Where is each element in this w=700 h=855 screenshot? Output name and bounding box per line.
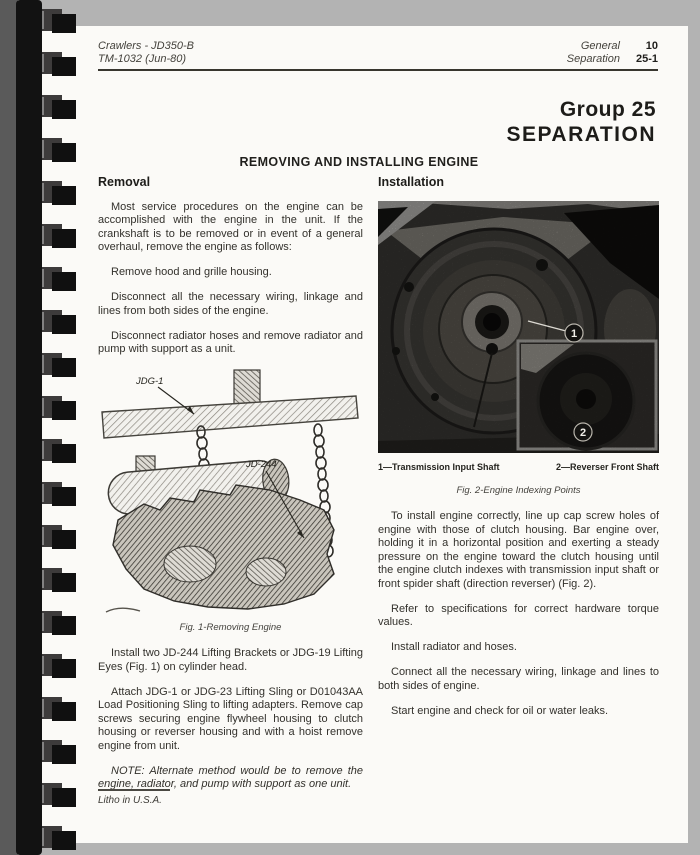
- figure2-engine-indexing: [378, 201, 659, 498]
- svg-text:1: 1: [570, 327, 578, 340]
- header-model: Crawlers - JD350-B: [98, 40, 194, 52]
- figure1-drawing: [98, 368, 363, 614]
- installation-column: [378, 176, 659, 730]
- removal-paragraph: Disconnect all the necessary wiring, linkage and lines from both sides of the engine.: [98, 291, 363, 317]
- removal-paragraph: Install two JD-244 Lifting Brackets or JDG-19 Lifting Eyes (Fig. 1) on cylinder head.: [98, 647, 363, 673]
- header-section-label: General: [580, 40, 620, 52]
- figure2-photo: [378, 201, 659, 453]
- removal-heading: Removal: [98, 175, 151, 189]
- removal-paragraph: Most service procedures on the engine can be accomplished with the engine in the unit. If the crankshaft is to be removed or in event of a general overhaul, remove the engine as follows:: [98, 200, 363, 253]
- legend-item-2: 2—Reverser Front Shaft: [555, 462, 659, 472]
- figure2-legend: [378, 461, 659, 475]
- removal-note: NOTE: Alternate method would be to remove the engine, radiator, and pump with support as one unit.: [98, 764, 363, 790]
- installation-paragraph: Install radiator and hoses.: [391, 641, 517, 653]
- litho-footnote: [98, 789, 170, 806]
- scan-edge: [0, 0, 18, 855]
- figure2-caption: Fig. 2-Engine Indexing Points: [456, 484, 581, 496]
- installation-paragraph: Connect all the necessary wiring, linkage and lines to both sides of engine.: [378, 666, 659, 692]
- installation-paragraph: Start engine and check for oil or water leaks.: [391, 704, 609, 717]
- litho-text: Litho in U.S.A.: [98, 795, 162, 806]
- figure1-removing-engine: [98, 368, 363, 634]
- removal-paragraph: Disconnect radiator hoses and remove radiator and pump with support as a unit.: [98, 329, 363, 355]
- svg-text:JDG-1: JDG-1: [136, 376, 164, 387]
- removal-column: [98, 176, 363, 803]
- group-name: SEPARATION: [506, 123, 656, 146]
- header-group-page: 25-1: [635, 53, 658, 65]
- installation-heading: Installation: [378, 175, 444, 189]
- removal-paragraph: Remove hood and grille housing.: [111, 266, 272, 278]
- header-group-label: Separation: [566, 53, 620, 65]
- figure1-caption: Fig. 1-Removing Engine: [179, 621, 282, 633]
- figure2-callout-2: [574, 423, 592, 441]
- header-manual-number: TM-1032 (Jun-80): [98, 53, 187, 65]
- header-right: [567, 40, 658, 66]
- manual-page: [30, 26, 688, 843]
- footnote-rule: [98, 789, 170, 791]
- svg-text:JD-244: JD-244: [246, 459, 277, 470]
- section-title: REMOVING AND INSTALLING ENGINE: [239, 155, 479, 169]
- removal-paragraph: Attach JDG-1 or JDG-23 Lifting Sling or D01043AA Load Positioning Sling to lifting adapters. Remove cap screws securing engine flywheel housing to clutch housing or reverser housing and with a hoist remove engine from unit.: [98, 685, 363, 752]
- group-number: Group 25: [559, 98, 656, 121]
- header-section-page: 10: [645, 40, 658, 52]
- header-left: [98, 40, 194, 66]
- installation-paragraph: Refer to specifications for correct hardware torque values.: [378, 602, 659, 628]
- lifting-beam: [102, 396, 358, 438]
- installation-paragraph: To install engine correctly, line up cap screw holes of engine with those of clutch housing. Bar engine over, holding it in a horizontal position and exerting a steady pressure on the engine toward the clutch housing until the engine clutch indexes with transmission input shaft or front spider shaft (direction reverser) (Fig. 2).: [378, 510, 659, 590]
- group-title: [506, 98, 656, 148]
- svg-text:2: 2: [579, 426, 587, 439]
- page-header: [98, 40, 658, 71]
- legend-item-1: 1—Transmission Input Shaft: [378, 462, 500, 472]
